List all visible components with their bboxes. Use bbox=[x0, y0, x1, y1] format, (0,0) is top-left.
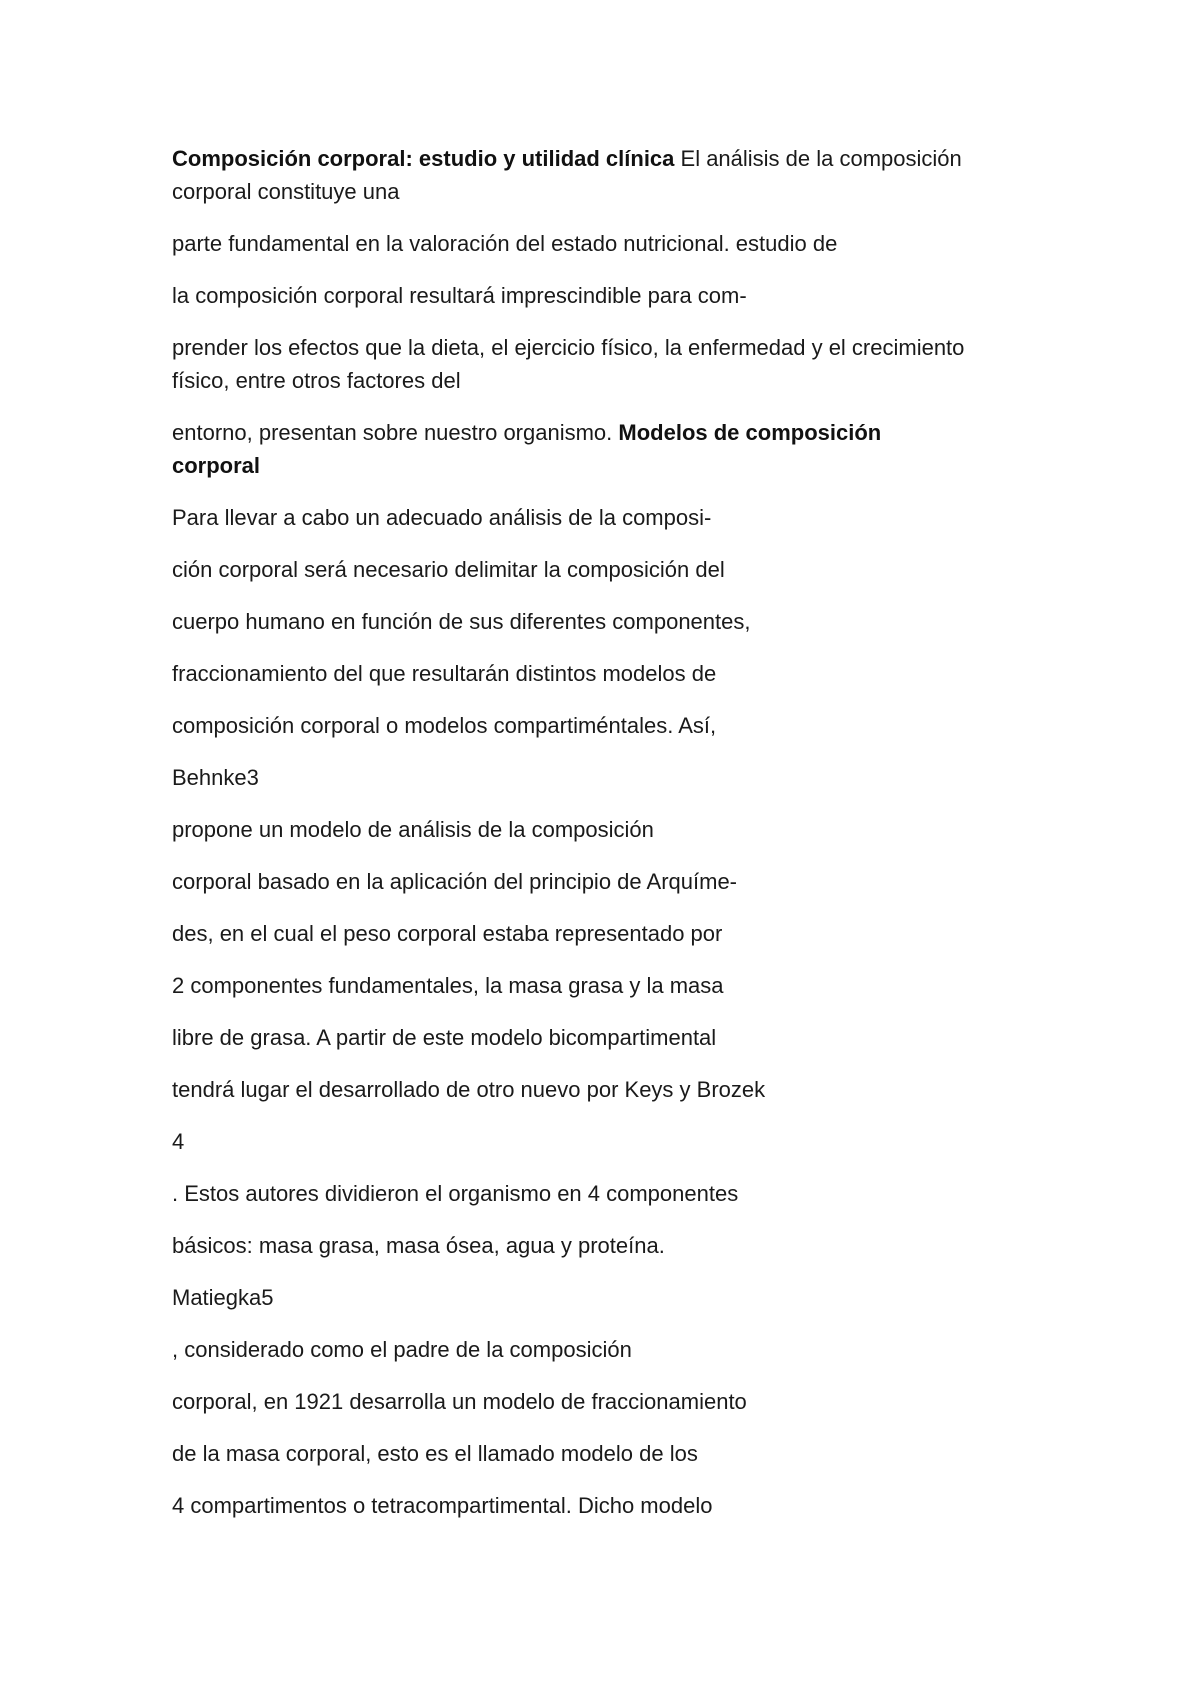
paragraph: fraccionamiento del que resultarán distintos modelos de bbox=[172, 661, 717, 686]
paragraph: básicos: masa grasa, masa ósea, agua y proteína. bbox=[172, 1233, 665, 1258]
paragraph-heading bbox=[172, 416, 972, 482]
paragraph: 4 compartimentos o tetracompartimental. Dicho modelo bbox=[172, 1493, 713, 1518]
document-title: Composición corporal: estudio y utilidad clínica bbox=[172, 146, 675, 171]
paragraph: corporal basado en la aplicación del principio de Arquíme- bbox=[172, 869, 738, 894]
paragraph: de la masa corporal, esto es el llamado modelo de los bbox=[172, 1441, 698, 1466]
paragraph: corporal, en 1921 desarrolla un modelo de fraccionamiento bbox=[172, 1389, 747, 1414]
paragraph: Matiegka5 bbox=[172, 1285, 274, 1310]
paragraph: Para llevar a cabo un adecuado análisis de la composi- bbox=[172, 505, 712, 530]
paragraph: parte fundamental en la valoración del estado nutricional. estudio de bbox=[172, 231, 838, 256]
paragraph: prender los efectos que la dieta, el ejercicio físico, la enfermedad y el crecimiento físico, entre otros factores del bbox=[172, 335, 965, 393]
paragraph: Behnke3 bbox=[172, 765, 259, 790]
paragraph-text: entorno, presentan sobre nuestro organismo. bbox=[172, 420, 619, 445]
paragraph: ción corporal será necesario delimitar la composición del bbox=[172, 557, 725, 582]
paragraph-title bbox=[172, 142, 972, 208]
paragraph: la composición corporal resultará imprescindible para com- bbox=[172, 283, 747, 308]
paragraph: 4 bbox=[172, 1129, 185, 1154]
section-heading-models: Modelos de composición corporal bbox=[172, 420, 882, 478]
paragraph: composición corporal o modelos compartiméntales. Así, bbox=[172, 713, 717, 738]
intro-text: El análisis de la composición corporal constituye una bbox=[172, 146, 962, 204]
paragraph: cuerpo humano en función de sus diferentes componentes, bbox=[172, 609, 751, 634]
document-body bbox=[172, 142, 972, 1541]
paragraph: tendrá lugar el desarrollado de otro nuevo por Keys y Brozek bbox=[172, 1077, 766, 1102]
paragraph: des, en el cual el peso corporal estaba representado por bbox=[172, 921, 723, 946]
paragraph: 2 componentes fundamentales, la masa grasa y la masa bbox=[172, 973, 724, 998]
paragraph: . Estos autores dividieron el organismo en 4 componentes bbox=[172, 1181, 739, 1206]
paragraph: propone un modelo de análisis de la composición bbox=[172, 817, 654, 842]
paragraph: libre de grasa. A partir de este modelo bicompartimental bbox=[172, 1025, 717, 1050]
paragraph: , considerado como el padre de la composición bbox=[172, 1337, 632, 1362]
